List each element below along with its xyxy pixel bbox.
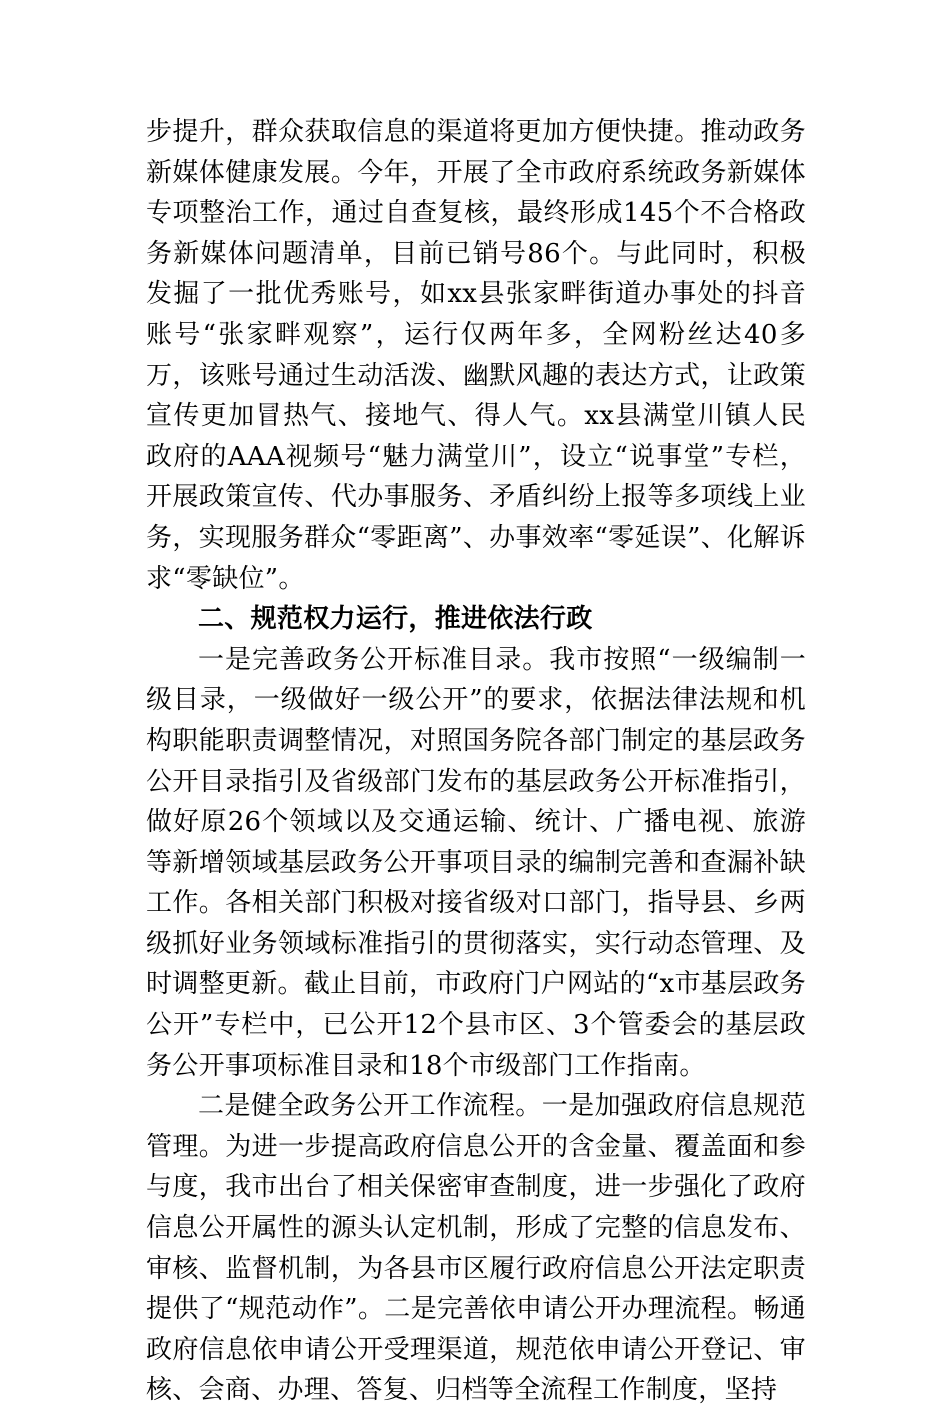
body-paragraph-continued: 步提升，群众获取信息的渠道将更加方便快捷。推动政务新媒体健康发展。今年，开展了全市政府系统政务新媒体专项整治工作，通过自查复核，最终形成145个不合格政务新媒体问题清单，目前已销号86个。与此同时，积极发掘了一批优秀账号，如xx县张家畔街道办事处的抖音账号“张家畔观察”，运行仅两年多，全网粉丝达40多万，该账号通过生动活泼、幽默风趣的表达方式，让政策宣传更加冒热气、接地气、得人气。xx县满堂川镇人民政府的AAA视频号“魅力满堂川”，设立“说事堂”专栏，开展政策宣传、代办事服务、矛盾纠纷上报等多项线上业务，实现服务群众“零距离”、办事效率“零延误”、化解诉求“零缺位”。	[146, 117, 806, 594]
body-paragraph: 二是健全政务公开工作流程。一是加强政府信息规范管理。为进一步提高政府信息公开的含金量、覆盖面和参与度，我市出台了相关保密审查制度，进一步强化了政府信息公开属性的源头认定机制，形成了完整的信息发布、审核、监督机制，为各县市区履行政府信息公开法定职责提供了“规范动作”。二是完善依申请公开办理流程。畅通政府信息依申请公开受理渠道，规范依申请公开登记、审核、会商、办理、答复、归档等全流程工作制度，坚持	[146, 1091, 806, 1406]
body-paragraph: 一是完善政务公开标准目录。我市按照“一级编制一级目录，一级做好一级公开”的要求，依据法律法规和机构职能职责调整情况，对照国务院各部门制定的基层政务公开目录指引及省级部门发布的基层政务公开标准指引，做好原26个领域以及交通运输、统计、广播电视、旅游等新增领域基层政务公开事项目录的编制完善和查漏补缺工作。各相关部门积极对接省级对口部门，指导县、乡两级抓好业务领域标准指引的贯彻落实，实行动态管理、及时调整更新。截止目前，市政府门户网站的“x市基层政务公开”专栏中，已公开12个县市区、3个管委会的基层政务公开事项标准目录和18个市级部门工作指南。	[146, 644, 806, 1081]
document-body	[146, 112, 806, 1411]
section-heading: 二、规范权力运行，推进依法行政	[198, 604, 593, 635]
